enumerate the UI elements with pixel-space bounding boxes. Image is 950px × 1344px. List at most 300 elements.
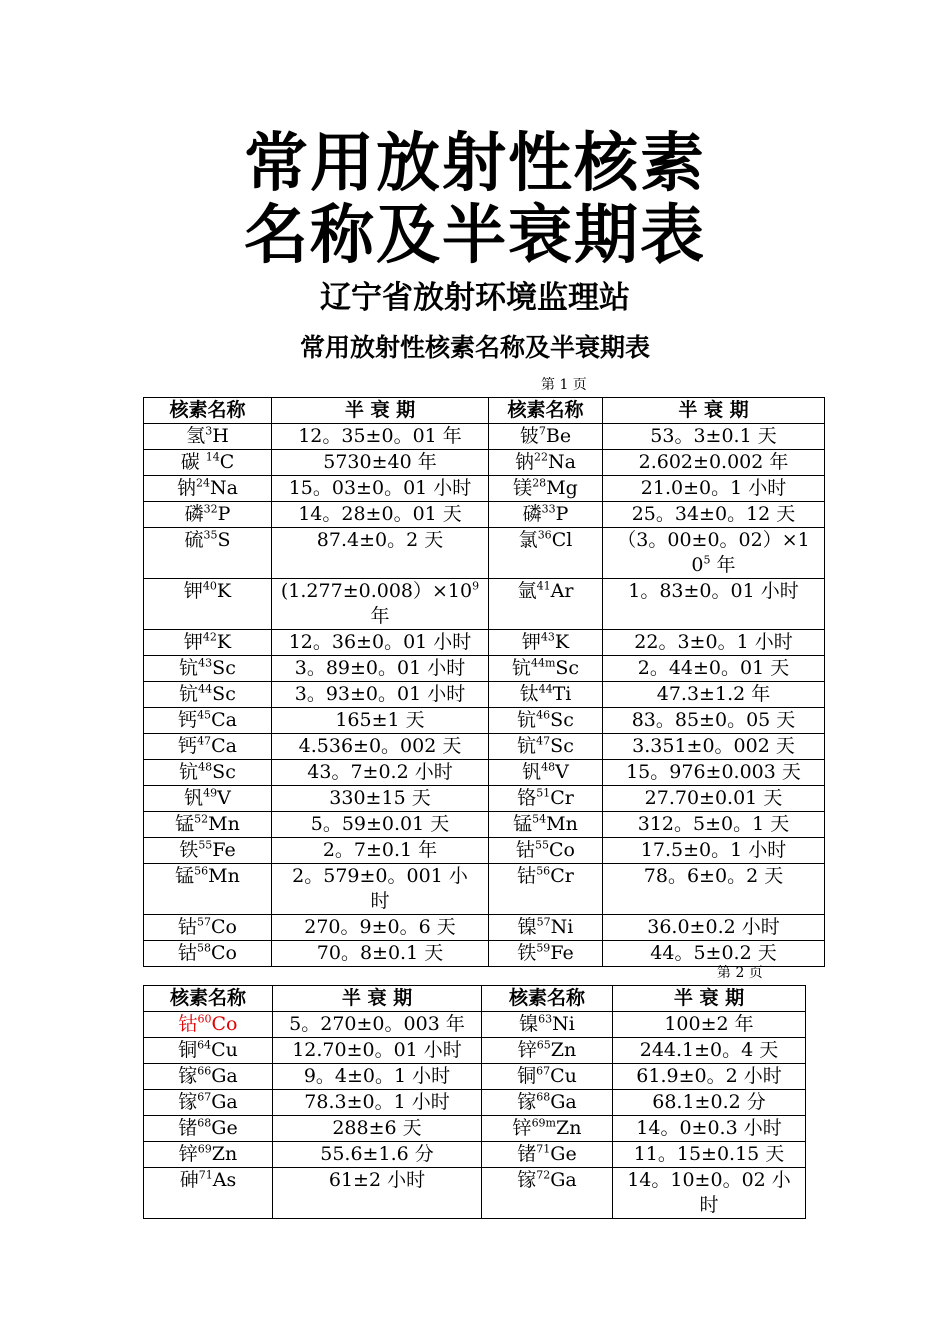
halflife-value-part: 时 bbox=[699, 1194, 719, 1216]
element-symbol: Mn bbox=[546, 813, 578, 835]
nuclide-cell bbox=[144, 476, 272, 502]
nuclide-cell bbox=[489, 579, 603, 630]
halflife-table-page-2 bbox=[143, 985, 806, 1219]
nuclide-cell bbox=[489, 760, 603, 786]
halflife-value: 21.0±0。1 小时 bbox=[640, 477, 787, 499]
element-symbol: Sc bbox=[212, 683, 236, 705]
halflife-cell bbox=[603, 476, 825, 502]
element-name: 钴 bbox=[178, 942, 198, 964]
halflife-value: 44。5±0.2 天 bbox=[650, 942, 777, 964]
halflife-cell bbox=[613, 1168, 806, 1219]
nuclide-cell bbox=[144, 915, 272, 941]
halflife-value: 165±1 天 bbox=[335, 709, 425, 731]
element-name: 铬 bbox=[517, 787, 537, 809]
halflife-value: 2。44±0。01 天 bbox=[637, 657, 790, 679]
halflife-value: 4.536±0。002 天 bbox=[298, 735, 462, 757]
nuclide-cell bbox=[144, 502, 272, 528]
nuclide-cell bbox=[144, 450, 272, 476]
element-name: 钙 bbox=[178, 735, 198, 757]
halflife-value: 61±2 小时 bbox=[328, 1169, 426, 1191]
halflife-cell bbox=[273, 1142, 482, 1168]
halflife-cell bbox=[613, 1090, 806, 1116]
element-symbol: Ga bbox=[550, 1169, 577, 1191]
halflife-value: 36.0±0.2 小时 bbox=[647, 916, 780, 938]
halflife-cell bbox=[603, 502, 825, 528]
nuclide-cell bbox=[144, 528, 272, 579]
element-name: 锗 bbox=[517, 1143, 537, 1165]
element-symbol: Co bbox=[211, 1013, 238, 1035]
element-symbol: Ni bbox=[552, 1013, 575, 1035]
nuclide-cell bbox=[489, 734, 603, 760]
halflife-value: 2.602±0.002 年 bbox=[638, 451, 789, 473]
element-symbol: Cr bbox=[550, 865, 574, 887]
mass-number: 63 bbox=[538, 1012, 553, 1026]
halflife-value-part: 0 bbox=[691, 554, 704, 576]
nuclide-cell bbox=[144, 786, 272, 812]
halflife-value: 3.351±0。002 天 bbox=[632, 735, 795, 757]
element-symbol: Be bbox=[545, 425, 572, 447]
nuclide-cell bbox=[144, 864, 272, 915]
element-symbol: Ca bbox=[211, 735, 237, 757]
halflife-cell bbox=[603, 579, 825, 630]
mass-number: 60 bbox=[197, 1012, 212, 1026]
element-name: 锰 bbox=[175, 813, 195, 835]
element-symbol: Ar bbox=[550, 580, 574, 602]
column-header-halflife: 半 衰 期 bbox=[273, 986, 482, 1012]
nuclide-cell bbox=[482, 1012, 613, 1038]
halflife-cell bbox=[603, 734, 825, 760]
table-row bbox=[144, 838, 825, 864]
nuclide-cell bbox=[489, 424, 603, 450]
element-name: 锰 bbox=[513, 813, 533, 835]
element-name: 锌 bbox=[178, 1143, 198, 1165]
element-symbol: P bbox=[217, 503, 231, 525]
column-header-halflife: 半 衰 期 bbox=[603, 398, 825, 424]
nuclide-cell bbox=[482, 1090, 613, 1116]
table-row bbox=[144, 812, 825, 838]
mass-number: 52 bbox=[194, 812, 209, 826]
table-row bbox=[144, 502, 825, 528]
element-symbol: K bbox=[216, 631, 232, 653]
table-row bbox=[144, 424, 825, 450]
page-number-label: 第 1 页 bbox=[541, 377, 587, 393]
mass-number: 33 bbox=[541, 502, 556, 516]
element-name: 钾 bbox=[183, 580, 203, 602]
halflife-cell bbox=[272, 838, 489, 864]
element-symbol: Ti bbox=[552, 683, 572, 705]
element-name: 锌 bbox=[512, 1117, 532, 1139]
table-row bbox=[144, 1012, 806, 1038]
halflife-cell bbox=[603, 450, 825, 476]
nuclide-cell bbox=[482, 1064, 613, 1090]
halflife-cell bbox=[603, 760, 825, 786]
element-name: 钙 bbox=[178, 709, 198, 731]
mass-number: 22 bbox=[534, 450, 549, 464]
mass-number: 48 bbox=[541, 760, 556, 774]
column-header-nuclide: 核素名称 bbox=[482, 986, 613, 1012]
element-name: 镓 bbox=[178, 1065, 198, 1087]
organization-name: 辽宁省放射环境监理站 bbox=[320, 280, 630, 316]
page-number-label: 第 2 页 bbox=[717, 965, 763, 981]
halflife-value: 87.4±0。2 天 bbox=[316, 529, 444, 551]
halflife-cell bbox=[273, 1116, 482, 1142]
element-name: 钪 bbox=[179, 683, 199, 705]
halflife-cell bbox=[272, 450, 489, 476]
element-symbol: S bbox=[217, 529, 231, 551]
nuclide-cell bbox=[144, 1038, 273, 1064]
halflife-value: 1。83±0。01 小时 bbox=[628, 580, 799, 602]
element-symbol: Cl bbox=[551, 529, 573, 551]
table-row bbox=[144, 1168, 806, 1219]
element-symbol: K bbox=[216, 580, 232, 602]
table-header-row bbox=[144, 986, 806, 1012]
element-name: 铜 bbox=[178, 1039, 198, 1061]
table-row bbox=[144, 476, 825, 502]
element-name: 铍 bbox=[519, 425, 539, 447]
halflife-value-part: (1.277±0.008）×10 bbox=[280, 580, 473, 602]
halflife-value: 22。3±0。1 小时 bbox=[634, 631, 793, 653]
halflife-cell bbox=[273, 1012, 482, 1038]
element-symbol: Ga bbox=[211, 1091, 238, 1113]
mass-number: 42 bbox=[202, 630, 217, 644]
halflife-value: 61.9±0。2 小时 bbox=[636, 1065, 782, 1087]
halflife-value: 3。89±0。01 小时 bbox=[294, 657, 466, 679]
halflife-value: 25。34±0。12 天 bbox=[631, 503, 796, 525]
nuclide-cell bbox=[489, 786, 603, 812]
element-symbol: Co bbox=[549, 839, 575, 861]
element-name: 钪 bbox=[179, 761, 199, 783]
element-symbol: Ga bbox=[550, 1091, 577, 1113]
halflife-value: 5730±40 年 bbox=[323, 451, 437, 473]
element-symbol: Ca bbox=[211, 709, 237, 731]
halflife-value: 12。35±0。01 年 bbox=[298, 425, 462, 447]
halflife-cell bbox=[603, 630, 825, 656]
element-name: 磷 bbox=[184, 503, 204, 525]
element-name: 磷 bbox=[522, 503, 542, 525]
element-symbol: Zn bbox=[211, 1143, 238, 1165]
halflife-cell bbox=[613, 1064, 806, 1090]
element-name: 钠 bbox=[515, 451, 535, 473]
halflife-cell bbox=[272, 528, 489, 579]
halflife-value: 78.3±0。1 小时 bbox=[304, 1091, 450, 1113]
halflife-value: 9。4±0。1 小时 bbox=[303, 1065, 451, 1087]
table-row bbox=[144, 528, 825, 579]
halflife-cell bbox=[272, 708, 489, 734]
table-row bbox=[144, 682, 825, 708]
table-row bbox=[144, 760, 825, 786]
element-name: 铁 bbox=[179, 839, 199, 861]
nuclide-cell bbox=[489, 528, 603, 579]
table-row bbox=[144, 450, 825, 476]
halflife-cell bbox=[273, 1038, 482, 1064]
element-name: 镁 bbox=[513, 477, 533, 499]
nuclide-cell bbox=[489, 915, 603, 941]
element-name: 碳 bbox=[180, 451, 206, 473]
nuclide-cell bbox=[482, 1116, 613, 1142]
nuclide-cell bbox=[482, 1168, 613, 1219]
table-row bbox=[144, 1142, 806, 1168]
halflife-cell bbox=[273, 1064, 482, 1090]
halflife-value: 14。28±0。01 天 bbox=[298, 503, 462, 525]
element-name: 钪 bbox=[517, 709, 537, 731]
element-symbol: Fe bbox=[550, 942, 574, 964]
nuclide-cell bbox=[489, 682, 603, 708]
mass-number: 57 bbox=[197, 915, 212, 929]
element-name: 钾 bbox=[521, 631, 541, 653]
mass-number: 68 bbox=[197, 1116, 212, 1130]
mass-number: 56 bbox=[194, 864, 209, 878]
column-header-nuclide: 核素名称 bbox=[144, 986, 273, 1012]
nuclide-cell bbox=[144, 579, 272, 630]
exponent: 5 bbox=[703, 553, 711, 567]
element-name: 钠 bbox=[177, 477, 197, 499]
mass-number: 56 bbox=[536, 864, 551, 878]
mass-number: 59 bbox=[536, 941, 551, 955]
halflife-value: 244.1±0。4 天 bbox=[639, 1039, 779, 1061]
element-name: 钴 bbox=[516, 839, 536, 861]
mass-number: 41 bbox=[536, 579, 551, 593]
mass-number: 68 bbox=[536, 1090, 551, 1104]
element-name: 氩 bbox=[517, 580, 537, 602]
element-symbol: P bbox=[555, 503, 569, 525]
nuclide-cell bbox=[489, 812, 603, 838]
halflife-value: 270。9±0。6 天 bbox=[304, 916, 456, 938]
document-title-line-2: 名称及半衰期表 bbox=[244, 199, 706, 273]
element-symbol: Cr bbox=[550, 787, 574, 809]
halflife-cell bbox=[272, 734, 489, 760]
mass-number: 24 bbox=[196, 476, 211, 490]
element-name: 氢 bbox=[186, 425, 206, 447]
element-symbol: Mn bbox=[208, 865, 240, 887]
halflife-value-part: （3。00±0。02）×1 bbox=[617, 529, 810, 551]
table-row bbox=[144, 864, 825, 915]
column-header-nuclide: 核素名称 bbox=[489, 398, 603, 424]
element-name: 钒 bbox=[184, 787, 204, 809]
mass-number: 43 bbox=[540, 630, 555, 644]
table-header-row bbox=[144, 398, 825, 424]
element-symbol: Ge bbox=[211, 1117, 238, 1139]
halflife-cell bbox=[603, 708, 825, 734]
mass-number: 71 bbox=[536, 1142, 551, 1156]
halflife-value: 2。7±0.1 年 bbox=[322, 839, 438, 861]
element-name: 钴 bbox=[517, 865, 537, 887]
nuclide-cell bbox=[482, 1038, 613, 1064]
halflife-cell bbox=[272, 630, 489, 656]
exponent: 9 bbox=[472, 579, 480, 593]
nuclide-cell bbox=[144, 630, 272, 656]
mass-number: 71 bbox=[198, 1168, 213, 1182]
element-name: 钪 bbox=[517, 735, 537, 757]
mass-number: 44m bbox=[530, 656, 556, 670]
halflife-cell bbox=[603, 838, 825, 864]
mass-number: 55 bbox=[198, 838, 213, 852]
element-symbol: Zn bbox=[550, 1039, 577, 1061]
element-symbol: H bbox=[212, 425, 229, 447]
nuclide-cell bbox=[144, 1116, 273, 1142]
halflife-value: 17.5±0。1 小时 bbox=[640, 839, 787, 861]
halflife-cell bbox=[272, 476, 489, 502]
nuclide-cell bbox=[144, 1168, 273, 1219]
table-row bbox=[144, 941, 825, 967]
table-row bbox=[144, 579, 825, 630]
halflife-cell bbox=[272, 682, 489, 708]
element-symbol: Mg bbox=[546, 477, 578, 499]
nuclide-cell bbox=[489, 708, 603, 734]
halflife-cell bbox=[603, 915, 825, 941]
halflife-value: 53。3±0.1 天 bbox=[650, 425, 777, 447]
mass-number: 44 bbox=[198, 682, 213, 696]
element-name: 钪 bbox=[179, 657, 199, 679]
nuclide-cell bbox=[144, 734, 272, 760]
mass-number: 7 bbox=[538, 424, 546, 438]
halflife-cell bbox=[272, 915, 489, 941]
element-symbol: Sc bbox=[555, 657, 580, 679]
halflife-value: 11。15±0.15 天 bbox=[633, 1143, 785, 1165]
nuclide-cell bbox=[489, 630, 603, 656]
element-name: 锌 bbox=[517, 1039, 537, 1061]
mass-number: 64 bbox=[197, 1038, 212, 1052]
halflife-value: 55.6±1.6 分 bbox=[320, 1143, 434, 1165]
halflife-value: 100±2 年 bbox=[664, 1013, 754, 1035]
element-symbol: Sc bbox=[212, 657, 236, 679]
element-symbol: Ge bbox=[550, 1143, 577, 1165]
halflife-value: 14。0±0.3 小时 bbox=[636, 1117, 782, 1139]
element-symbol: V bbox=[217, 787, 231, 809]
element-name: 钾 bbox=[183, 631, 203, 653]
element-symbol: Ga bbox=[211, 1065, 238, 1087]
table-subtitle: 常用放射性核素名称及半衰期表 bbox=[299, 333, 650, 362]
halflife-value: 83。85±0。05 天 bbox=[631, 709, 796, 731]
halflife-cell bbox=[273, 1168, 482, 1219]
column-header-nuclide: 核素名称 bbox=[144, 398, 272, 424]
element-name: 铜 bbox=[517, 1065, 537, 1087]
mass-number: 32 bbox=[203, 502, 218, 516]
halflife-cell bbox=[603, 812, 825, 838]
halflife-cell bbox=[603, 941, 825, 967]
halflife-cell bbox=[613, 1116, 806, 1142]
mass-number: 49 bbox=[203, 786, 218, 800]
column-header-halflife: 半 衰 期 bbox=[613, 986, 806, 1012]
mass-number: 36 bbox=[537, 528, 552, 542]
element-symbol: Na bbox=[548, 451, 576, 473]
nuclide-cell bbox=[489, 502, 603, 528]
halflife-value-part: 年 bbox=[370, 605, 390, 627]
table-row bbox=[144, 786, 825, 812]
halflife-value: 78。6±0。2 天 bbox=[643, 865, 784, 887]
mass-number: 47 bbox=[536, 734, 551, 748]
element-symbol: Co bbox=[211, 942, 237, 964]
element-symbol: Cu bbox=[550, 1065, 577, 1087]
halflife-value: 47.3±1.2 年 bbox=[656, 683, 771, 705]
halflife-value: 3。93±0。01 小时 bbox=[294, 683, 466, 705]
element-symbol: As bbox=[212, 1169, 237, 1191]
halflife-value: 312。5±0。1 天 bbox=[637, 813, 790, 835]
mass-number: 48 bbox=[198, 760, 213, 774]
element-symbol: K bbox=[554, 631, 570, 653]
halflife-cell bbox=[603, 656, 825, 682]
mass-number: 55 bbox=[535, 838, 550, 852]
halflife-value: 15。976±0.003 天 bbox=[626, 761, 801, 783]
nuclide-cell bbox=[144, 941, 272, 967]
element-name: 钪 bbox=[511, 657, 531, 679]
element-name: 硫 bbox=[184, 529, 204, 551]
halflife-value: 12.70±0。01 小时 bbox=[292, 1039, 462, 1061]
nuclide-cell bbox=[144, 424, 272, 450]
table-row bbox=[144, 1090, 806, 1116]
halflife-value: 27.70±0.01 天 bbox=[644, 787, 783, 809]
table-row bbox=[144, 708, 825, 734]
table-row bbox=[144, 630, 825, 656]
halflife-value: 68.1±0.2 分 bbox=[652, 1091, 766, 1113]
halflife-cell bbox=[272, 812, 489, 838]
table-row bbox=[144, 1038, 806, 1064]
element-symbol: Co bbox=[211, 916, 237, 938]
mass-number: 51 bbox=[536, 786, 551, 800]
element-name: 镓 bbox=[517, 1091, 537, 1113]
table-row bbox=[144, 1064, 806, 1090]
halflife-cell bbox=[272, 786, 489, 812]
nuclide-cell bbox=[489, 838, 603, 864]
halflife-cell bbox=[272, 424, 489, 450]
nuclide-cell bbox=[489, 941, 603, 967]
mass-number: 65 bbox=[536, 1038, 551, 1052]
element-name: 镓 bbox=[178, 1091, 198, 1113]
document-title-line-1: 常用放射性核素 bbox=[244, 127, 706, 201]
mass-number: 47 bbox=[197, 734, 212, 748]
mass-number: 35 bbox=[203, 528, 218, 542]
halflife-cell bbox=[603, 528, 825, 579]
table-row bbox=[144, 1116, 806, 1142]
element-symbol: Ni bbox=[550, 916, 574, 938]
halflife-value-part: 年 bbox=[710, 554, 736, 576]
halflife-cell bbox=[272, 941, 489, 967]
element-symbol: Zn bbox=[556, 1117, 582, 1139]
element-name: 砷 bbox=[179, 1169, 199, 1191]
nuclide-cell bbox=[144, 682, 272, 708]
halflife-cell bbox=[613, 1142, 806, 1168]
element-symbol: Na bbox=[210, 477, 238, 499]
element-name: 锰 bbox=[175, 865, 195, 887]
halflife-cell bbox=[272, 579, 489, 630]
halflife-cell bbox=[603, 424, 825, 450]
nuclide-cell bbox=[144, 838, 272, 864]
element-name: 钛 bbox=[519, 683, 539, 705]
halflife-cell bbox=[272, 502, 489, 528]
halflife-value: 5。59±0.01 天 bbox=[310, 813, 450, 835]
element-name: 镍 bbox=[517, 916, 537, 938]
halflife-cell bbox=[272, 864, 489, 915]
element-name: 钴 bbox=[178, 916, 198, 938]
mass-number: 44 bbox=[538, 682, 553, 696]
halflife-cell bbox=[603, 682, 825, 708]
mass-number: 43 bbox=[198, 656, 213, 670]
nuclide-cell bbox=[144, 760, 272, 786]
element-symbol: Sc bbox=[550, 735, 574, 757]
table-row bbox=[144, 656, 825, 682]
mass-number: 45 bbox=[197, 708, 212, 722]
mass-number: 58 bbox=[197, 941, 212, 955]
halflife-cell bbox=[603, 786, 825, 812]
halflife-cell bbox=[613, 1012, 806, 1038]
element-symbol: C bbox=[219, 451, 235, 473]
nuclide-cell bbox=[144, 1090, 273, 1116]
mass-number: 67 bbox=[197, 1090, 212, 1104]
element-name: 钒 bbox=[522, 761, 542, 783]
halflife-value: 330±15 天 bbox=[329, 787, 431, 809]
element-symbol: V bbox=[555, 761, 569, 783]
halflife-value: 15。03±0。01 小时 bbox=[288, 477, 472, 499]
element-symbol: Sc bbox=[212, 761, 236, 783]
